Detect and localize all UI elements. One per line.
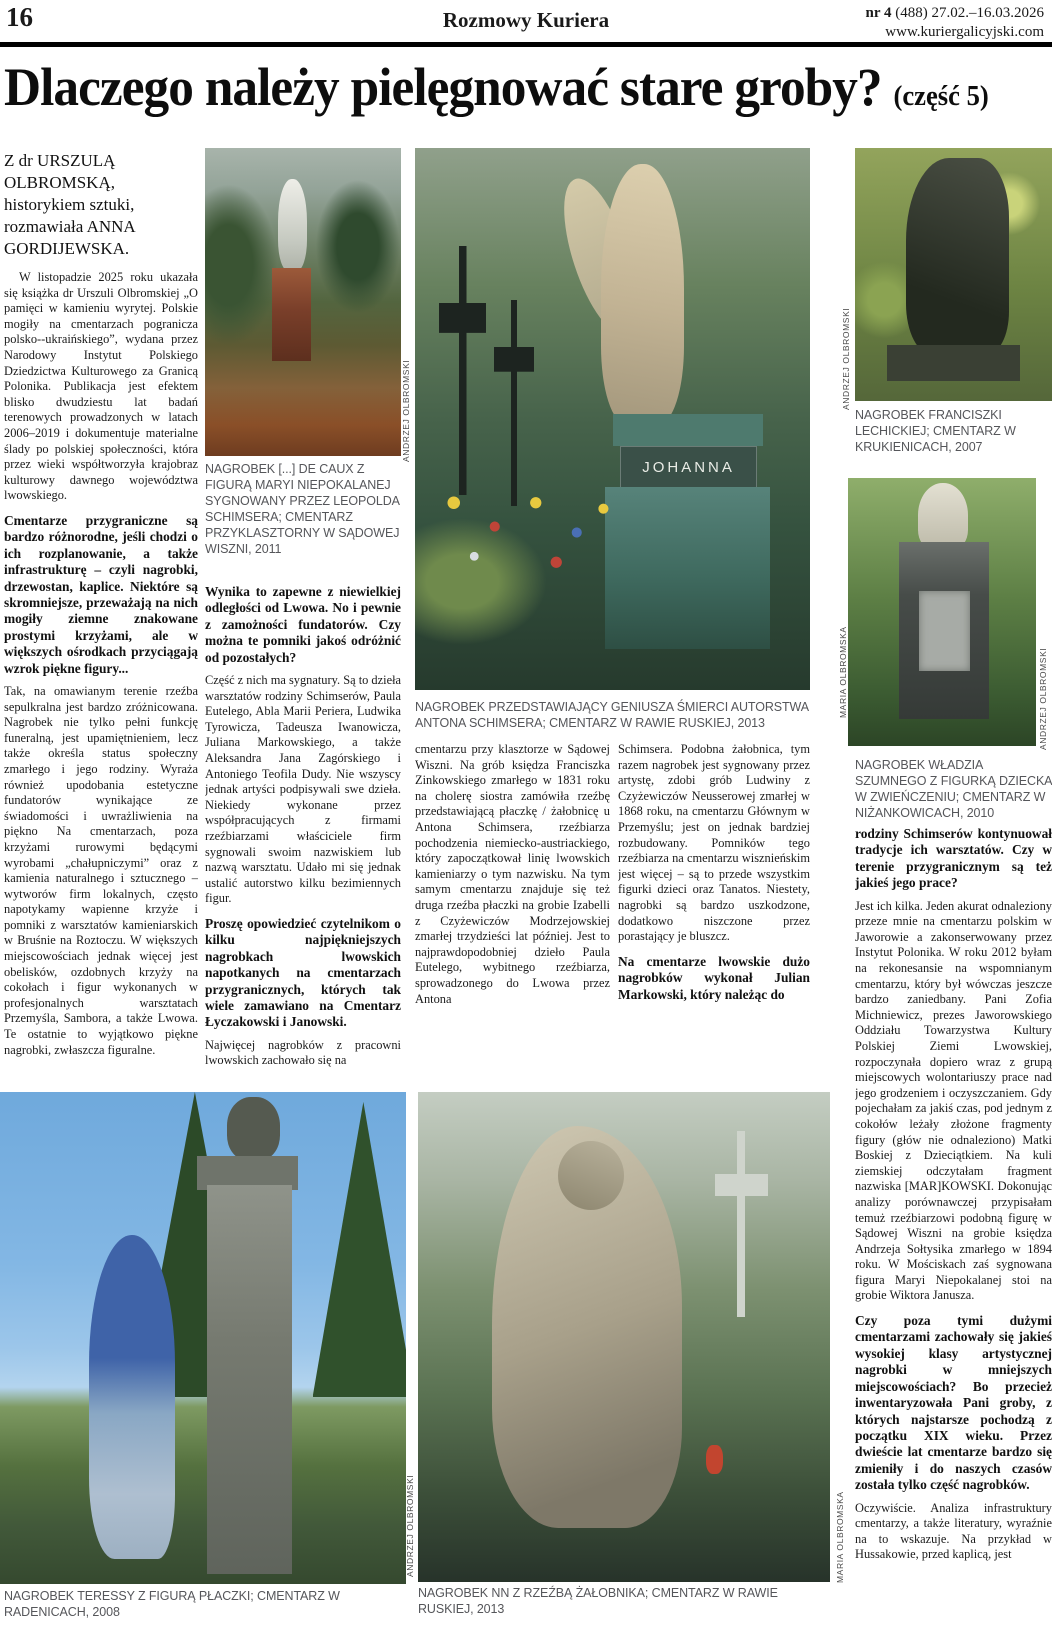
photo-johanna-angel <box>415 148 810 690</box>
angel-figure <box>601 164 684 424</box>
intro-byline: Z dr URSZULĄ OLBROMSKĄ, historykiem sztuki, rozmawiała ANNA GORDIJEWSKA. <box>4 151 135 258</box>
answer-3-part1: Najwięcej nagrobków z pracowni lwowskich zachowało się na <box>205 1037 401 1068</box>
column-3 <box>415 742 610 1084</box>
child-figure <box>918 483 969 550</box>
cross-icon <box>439 246 486 495</box>
mourner-figure <box>89 1235 174 1560</box>
grave-flowers <box>423 473 628 592</box>
conifer-tree <box>313 1102 406 1397</box>
answer-3-part3: Schimsera. Podobna żałobnica, tym razem nagrobek jest sygnowany przez artystę, zdobi grób Ludwiny z Czyżewiczów Neusserowej zmarłej w 1868 roku, na cmentarzu Głównym w Przemyślu; jest on jednak bardziej rozbudowany. Pomników tego rzeźbiarza na cmentarzu wisznieńskim jest więcej – są to przede wszystkim figurki dzieci oraz Tanatos. Niestety, nagrobki są bardzo uszkodzone, dodatkowo niszczone przez porastający je bluszcz. <box>618 742 810 944</box>
pedestal-silhouette <box>887 345 1021 380</box>
monument-plaque <box>919 591 970 671</box>
photo-lechicka-monument <box>855 148 1052 401</box>
photo-caption: NAGROBEK TERESSY Z FIGURĄ PŁACZKI; CMENTARZ W RADENICACH, 2008 <box>4 1589 340 1619</box>
question-3: Proszę opowiedzieć czytelnikom o kilku najpiękniejszych nagrobkach lwowskich napotkanych na cmentarzach przygranicznych, których tak wiele zamawiano na Cmentarz Łyczakowski i Janowski. <box>205 915 401 1030</box>
photo-caption: NAGROBEK WŁADZIA SZUMNEGO Z FIGURKĄ DZIECKA W ZWIEŃCZENIU; CMENTARZ W NIŻANKOWICACH, 2010 <box>855 758 1052 820</box>
pedestal-silhouette <box>272 268 311 360</box>
answer-1: Tak, na omawianym terenie rzeźba sepulkralna jest bardzo zróżnicowana. Nagrobek nie tylko pełni funkcję funeralną, jest upamiętnieniem, lecz także określa status społeczny zmarłego i jego rodziny. Wyraża również upodobania estetyczne fundatorów wynikające ze świadomości i uwrażliwienia na piękno Na cmentarzach, poza krzyżami rurowymi będącymi wyrobami „chałupniczymi” oraz z kamienia naturalnego i sztucznego – wytworów firm lokalnych, często napotykamy wapienne krzyże i pomniki z warsztatów kamieniarskich w Bruśnie na Roztoczu. W większych miejscowościach jednak więcej jest obelisków, ozdobnych krzyży na cokołach i figur wykonanych w profesjonalnych warsztatach Przemyśla, Sambora, a także Lwowa. Te ostatnie to wyjątkowo piękne nagrobki, zwłaszcza figuralne. <box>4 683 198 1057</box>
photo-credit: ANDRZEJ OLBROMSKI <box>841 307 851 410</box>
grave-candle <box>706 1445 722 1474</box>
obelisk-silhouette <box>207 1185 292 1574</box>
photo-caption: NAGROBEK FRANCISZKI LECHICKIEJ; CMENTARZ W KRUKIENICACH, 2007 <box>855 408 1016 454</box>
pedestal-silhouette <box>605 487 771 650</box>
photo-caption: NAGROBEK NN Z RZEŹBĄ ŻAŁOBNIKA; CMENTARZ W RAWIE RUSKIEJ, 2013 <box>418 1586 778 1616</box>
column-4 <box>618 742 810 1084</box>
headline-text: Dlaczego należy pielęgnować stare groby? <box>4 57 882 117</box>
cross-icon <box>715 1131 769 1317</box>
pedestal-cap <box>613 414 763 447</box>
question-5: Czy poza tymi dużymi cmentarzami zachowały się jakieś wysokiej klasy artystycznej nagrobki w mniejszych miejscowościach? Bo przecież inwentaryzowała Pani groby, z których najstarsze pochodzą z początku XIX wieku. Przez dwieście lat cmentarze bardzo się zmieniły i do naszych czasów została tylko część nagrobków. <box>855 1313 1052 1493</box>
statue-silhouette <box>278 179 307 271</box>
issue-number: nr 4 <box>865 5 892 21</box>
photo-caption: NAGROBEK [...] DE CAUX Z FIGURĄ MARYI NIEPOKALANEJ SYGNOWANY PRZEZ LEOPOLDA SCHIMSERA; CMENTARZ PRZYKLASZTORNY W SĄDOWEJ WISZNI, 2011 <box>205 462 400 556</box>
inscription-johanna: JOHANNA <box>620 446 756 489</box>
column-1 <box>4 150 198 1088</box>
column-2 <box>205 584 401 1084</box>
section-title: Rozmowy Kuriera <box>442 8 610 32</box>
website-url: www.kuriergalicyjski.com <box>885 24 1044 40</box>
answer-5: Oczywiście. Analiza infrastruktury cmentarzy, a także literatury, wyraźnie na to wskazuje. Na przykład w Hussakowie, przed kaplicą, jest <box>855 1500 1052 1562</box>
question-4-part1: Na cmentarze lwowskie dużo nagrobków wykonał Julian Markowski, który należąc do <box>618 953 810 1002</box>
header-rule <box>0 42 1052 47</box>
mourner-head <box>558 1141 624 1210</box>
photo-credit: MARIA OLBROMSKA <box>838 626 848 718</box>
photo-caption: NAGROBEK PRZEDSTAWIAJĄCY GENIUSZA ŚMIERCI AUTORSTWA ANTONA SCHIMSERA; CMENTARZ W RAWIE RUSKIEJ, 2013 <box>415 700 809 730</box>
answer-4: Jest ich kilka. Jeden akurat odnaleziony przeze mnie na cmentarzu polskim w Jaworowie a zakonserwowany przez Instytut Polonika. W roku 2012 byłam na rekonesansie na wspomnianym cmentarzu, który był wówczas jeszcze bardzo zaniedbany. Pani Zofia Michniewicz, prezes Jaworowskiego Oddziału Towarzystwa Kultury Polskiej Ziemi Lwowskiej, rozpoczynała dopiero wraz z grupą miejscowych wolontariuszy prace nad jego grodzeniem i oczyszczaniem. Gdy pojechałam za jakiś czas, pod jednym z cokołów leżały złożone fragmenty figury (głów nie odnaleziono) Matki Boskiej z Dzieciątkiem. Na kuli ziemskiej odczytałam fragment nazwiska [MAR]KOWSKI. Dokonując analizy porównawczej przypisałam temuż rzeźbiarzowi podobną figurę w Sądowej Wiszni na grobie księdza Andrzeja Sołtysika zmarłego w 1894 roku. W Mościskach zaś sygnowana figura Maryi Niepokalanej stoi na grobie Wiktora Janusza. <box>855 898 1052 1303</box>
photo-zalobnik-mourner <box>418 1092 830 1582</box>
photo-szumny-monument <box>848 478 1036 746</box>
issue-info <box>866 4 1044 42</box>
eagle-sculpture <box>227 1097 280 1161</box>
photo-credit: ANDRZEJ OLBROMSKI <box>401 359 411 462</box>
photo-credit: ANDRZEJ OLBROMSKI <box>1038 647 1048 750</box>
photo-teressa-mourner <box>0 1092 406 1584</box>
photo-credit: MARIA OLBROMSKA <box>835 1491 845 1583</box>
lead-paragraph: W listopadzie 2025 roku ukazała się książka dr Urszuli Olbromskiej „O pamięci w kamieniu wyrytej. Polskie mogiły na cmentarzach pogranicza polsko--ukraińskiego”, wydana przez Narodowy Instytut Polskiego Dziedzictwa Kulturowego za Granicą Polonika. Publikacja jest efektem blisko dwudziestu lat badań terenowych prowadzonych w latach 2006–2019 i dokumentuje materialne ślady po polskiej społeczności, która przez wieki współtworzyła krajobraz kulturowy dawnego województwa lwowskiego. <box>4 270 198 503</box>
issue-date: (488) 27.02.–16.03.2026 <box>891 5 1044 21</box>
column-5 <box>855 826 1052 1634</box>
question-4-part2: rodziny Schimserów kontynuował tradycje ich warsztatów. Czy w terenie przygranicznym są też jakieś jego prace? <box>855 826 1052 891</box>
page-number: 16 <box>6 2 33 32</box>
headline-part-label: (część 5) <box>893 81 989 112</box>
statue-silhouette <box>906 158 1008 355</box>
photo-credit: ANDRZEJ OLBROMSKI <box>405 1474 415 1577</box>
answer-2: Część z nich ma sygnatury. Są to dzieła warsztatów rodziny Schimserów, Paula Eutelego, Abla Marii Periera, Ludwika Tyrowicza, Tadeusza Iwanowicza, Juliana Markowskiego, a także Aleksandra Jana Zagórskiego i Antoniego Teofila Dudy. Nie wszyscy jednak artyści podpisywali swe dzieła. Niekiedy wykonane przez współpracujących z firmami rzeźbiarzami właściciele firm sygnowali swoim nazwiskiem lub nazwą warsztatu. Udało mi się jednak ustalić autorstwo kilku bezimiennych figur. <box>205 673 401 906</box>
answer-3-part2: cmentarzu przy klasztorze w Sądowej Wiszni. Na grób księdza Franciszka Zinkowskiego zmarłego w 1831 roku na cholerę siostra zamówiła rzeźbę przedstawiającą płaczkę / żałobnicę u Antona Schimsera, rzeźbiarza pochodzenia niemiecko-austriackiego, który zapoczątkował linię lwowskich kamieniarzy o tym nazwisku. Na tym samym cmentarzu znajduje się też druga rzeźba płaczki na grobie Izabelli z Czyżewiczów Modrzejowskiej zmarłej trzydzieści lat później. Jest to najprawdopodobniej dzieło Paula Eutelego, wybitnego rzeźbiarza, sprowadzonego do Lwowa przez Antona <box>415 742 610 1006</box>
question-2: Wynika to zapewne z niewielkiej odległości od Lwowa. No i pewnie z zamożności fundatorów. Czy można te pomniki jakoś odróżnić od pozostałych? <box>205 584 401 665</box>
article-headline <box>4 56 989 118</box>
photo-madonna-statue <box>205 148 401 456</box>
question-1: Cmentarze przygraniczne są bardzo różnorodne, jeśli chodzi o ich rozplanowanie, a także infrastrukturę – czyli nagrobki, drzewostan, kaplice. Niektóre są skromniejsze, przeważają na nich mogiły ziemne znakowane prostymi krzyżami, ale w większych ośrodkach przyciągają wzrok piękne figury... <box>4 512 198 676</box>
